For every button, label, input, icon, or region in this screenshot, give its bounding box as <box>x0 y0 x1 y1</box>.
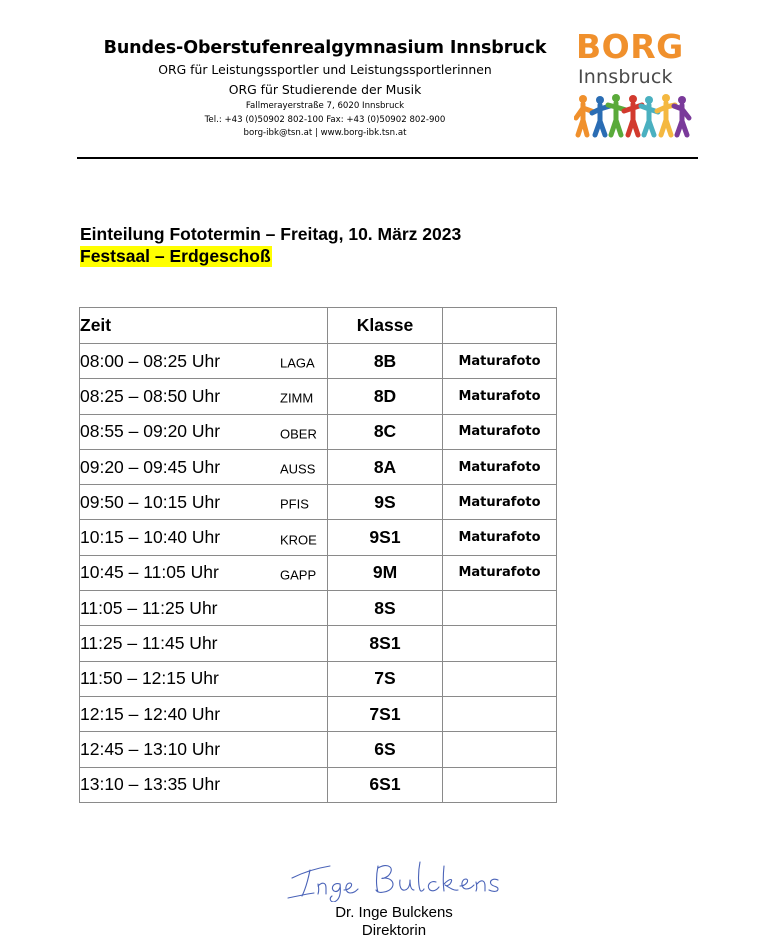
table-row <box>80 379 557 414</box>
time-slot: 08:55 – 09:20 Uhr <box>80 421 221 442</box>
time-slot: 09:50 – 10:15 Uhr <box>80 491 221 512</box>
time-slot: 08:25 – 08:50 Uhr <box>80 385 221 406</box>
table-row <box>80 485 557 520</box>
class-cell: 9S <box>328 485 443 520</box>
class-cell: 8C <box>328 414 443 449</box>
table-row <box>80 767 557 802</box>
note-cell <box>443 732 557 767</box>
logo-wordmark: BORG <box>576 27 684 66</box>
table-row <box>80 626 557 661</box>
time-slot: 11:50 – 12:15 Uhr <box>80 668 219 689</box>
time-slot: 11:25 – 11:45 Uhr <box>80 633 218 654</box>
header-divider <box>77 157 698 159</box>
class-cell: 6S <box>328 732 443 767</box>
table-row <box>80 591 557 626</box>
school-email-web: borg-ibk@tsn.at | www.borg-ibk.tsn.at <box>243 128 407 138</box>
note-cell: Maturafoto <box>443 485 557 520</box>
time-slot-cell <box>80 520 328 555</box>
note-cell: Maturafoto <box>443 520 557 555</box>
table-row <box>80 661 557 696</box>
time-slot-cell <box>80 661 328 696</box>
school-address: Fallmerayerstraße 7, 6020 Innsbruck <box>245 101 405 111</box>
table-row <box>80 520 557 555</box>
note-cell: Maturafoto <box>443 379 557 414</box>
column-header-zeit: Zeit <box>80 308 328 344</box>
time-slot-cell <box>80 344 328 379</box>
time-slot: 09:20 – 09:45 Uhr <box>80 456 221 477</box>
table-row <box>80 696 557 731</box>
signatory-role: Direktorin <box>361 922 427 939</box>
note-cell: Maturafoto <box>443 555 557 590</box>
note-cell <box>443 661 557 696</box>
class-cell: 7S <box>328 661 443 696</box>
teacher-code: ZIMM <box>280 390 314 406</box>
column-header-note <box>443 308 557 344</box>
time-slot-cell <box>80 555 328 590</box>
note-cell: Maturafoto <box>443 344 557 379</box>
teacher-code: PFIS <box>280 496 309 512</box>
time-slot-cell <box>80 767 328 802</box>
note-cell <box>443 767 557 802</box>
location-highlight: Festsaal – Erdgeschoß <box>80 246 271 266</box>
letterhead <box>100 36 550 141</box>
note-cell <box>443 696 557 731</box>
teacher-code: LAGA <box>280 355 315 371</box>
time-slot: 11:05 – 11:25 Uhr <box>80 597 218 618</box>
class-cell: 6S1 <box>328 767 443 802</box>
logo-city: Innsbruck <box>578 66 673 88</box>
note-cell: Maturafoto <box>443 449 557 484</box>
table-row <box>80 732 557 767</box>
signatory-name: Dr. Inge Bulckens <box>335 904 453 921</box>
class-cell: 8D <box>328 379 443 414</box>
class-cell: 9M <box>328 555 443 590</box>
time-slot-cell <box>80 696 328 731</box>
time-slot: 10:45 – 11:05 Uhr <box>80 562 219 583</box>
table-row <box>80 449 557 484</box>
note-cell: Maturafoto <box>443 414 557 449</box>
time-slot-cell <box>80 732 328 767</box>
school-branch-music: ORG für Studierende der Musik <box>228 82 422 97</box>
people-chain-icon <box>574 92 692 138</box>
note-cell <box>443 591 557 626</box>
class-cell: 8S1 <box>328 626 443 661</box>
teacher-code: AUSS <box>280 461 316 477</box>
school-phone-fax: Tel.: +43 (0)50902 802-100 Fax: +43 (0)50902 802-900 <box>204 114 446 125</box>
school-logo <box>572 27 694 142</box>
photo-schedule-table <box>79 307 557 803</box>
table-row <box>80 344 557 379</box>
handwritten-signature <box>284 858 504 902</box>
school-branch-sports: ORG für Leistungssportler und Leistungssportlerinnen <box>158 62 492 77</box>
column-header-klasse: Klasse <box>328 308 443 344</box>
time-slot-cell <box>80 591 328 626</box>
page-title: Einteilung Fototermin – Freitag, 10. März 2023 <box>80 224 462 244</box>
class-cell: 7S1 <box>328 696 443 731</box>
class-cell: 8S <box>328 591 443 626</box>
time-slot-cell <box>80 626 328 661</box>
table-row <box>80 555 557 590</box>
teacher-code: GAPP <box>280 567 317 583</box>
teacher-code: OBER <box>280 426 317 442</box>
time-slot: 10:15 – 10:40 Uhr <box>80 527 221 548</box>
time-slot-cell <box>80 485 328 520</box>
time-slot: 12:45 – 13:10 Uhr <box>80 738 221 759</box>
teacher-code: KROE <box>280 531 317 547</box>
note-cell <box>443 626 557 661</box>
time-slot: 08:00 – 08:25 Uhr <box>80 350 221 371</box>
time-slot: 13:10 – 13:35 Uhr <box>80 774 221 795</box>
time-slot-cell <box>80 414 328 449</box>
table-header-row <box>80 308 557 344</box>
class-cell: 9S1 <box>328 520 443 555</box>
class-cell: 8A <box>328 449 443 484</box>
time-slot-cell <box>80 379 328 414</box>
time-slot-cell <box>80 449 328 484</box>
time-slot: 12:15 – 12:40 Uhr <box>80 703 221 724</box>
class-cell: 8B <box>328 344 443 379</box>
school-name: Bundes-Oberstufenrealgymnasium Innsbruck <box>103 38 547 58</box>
table-row <box>80 414 557 449</box>
